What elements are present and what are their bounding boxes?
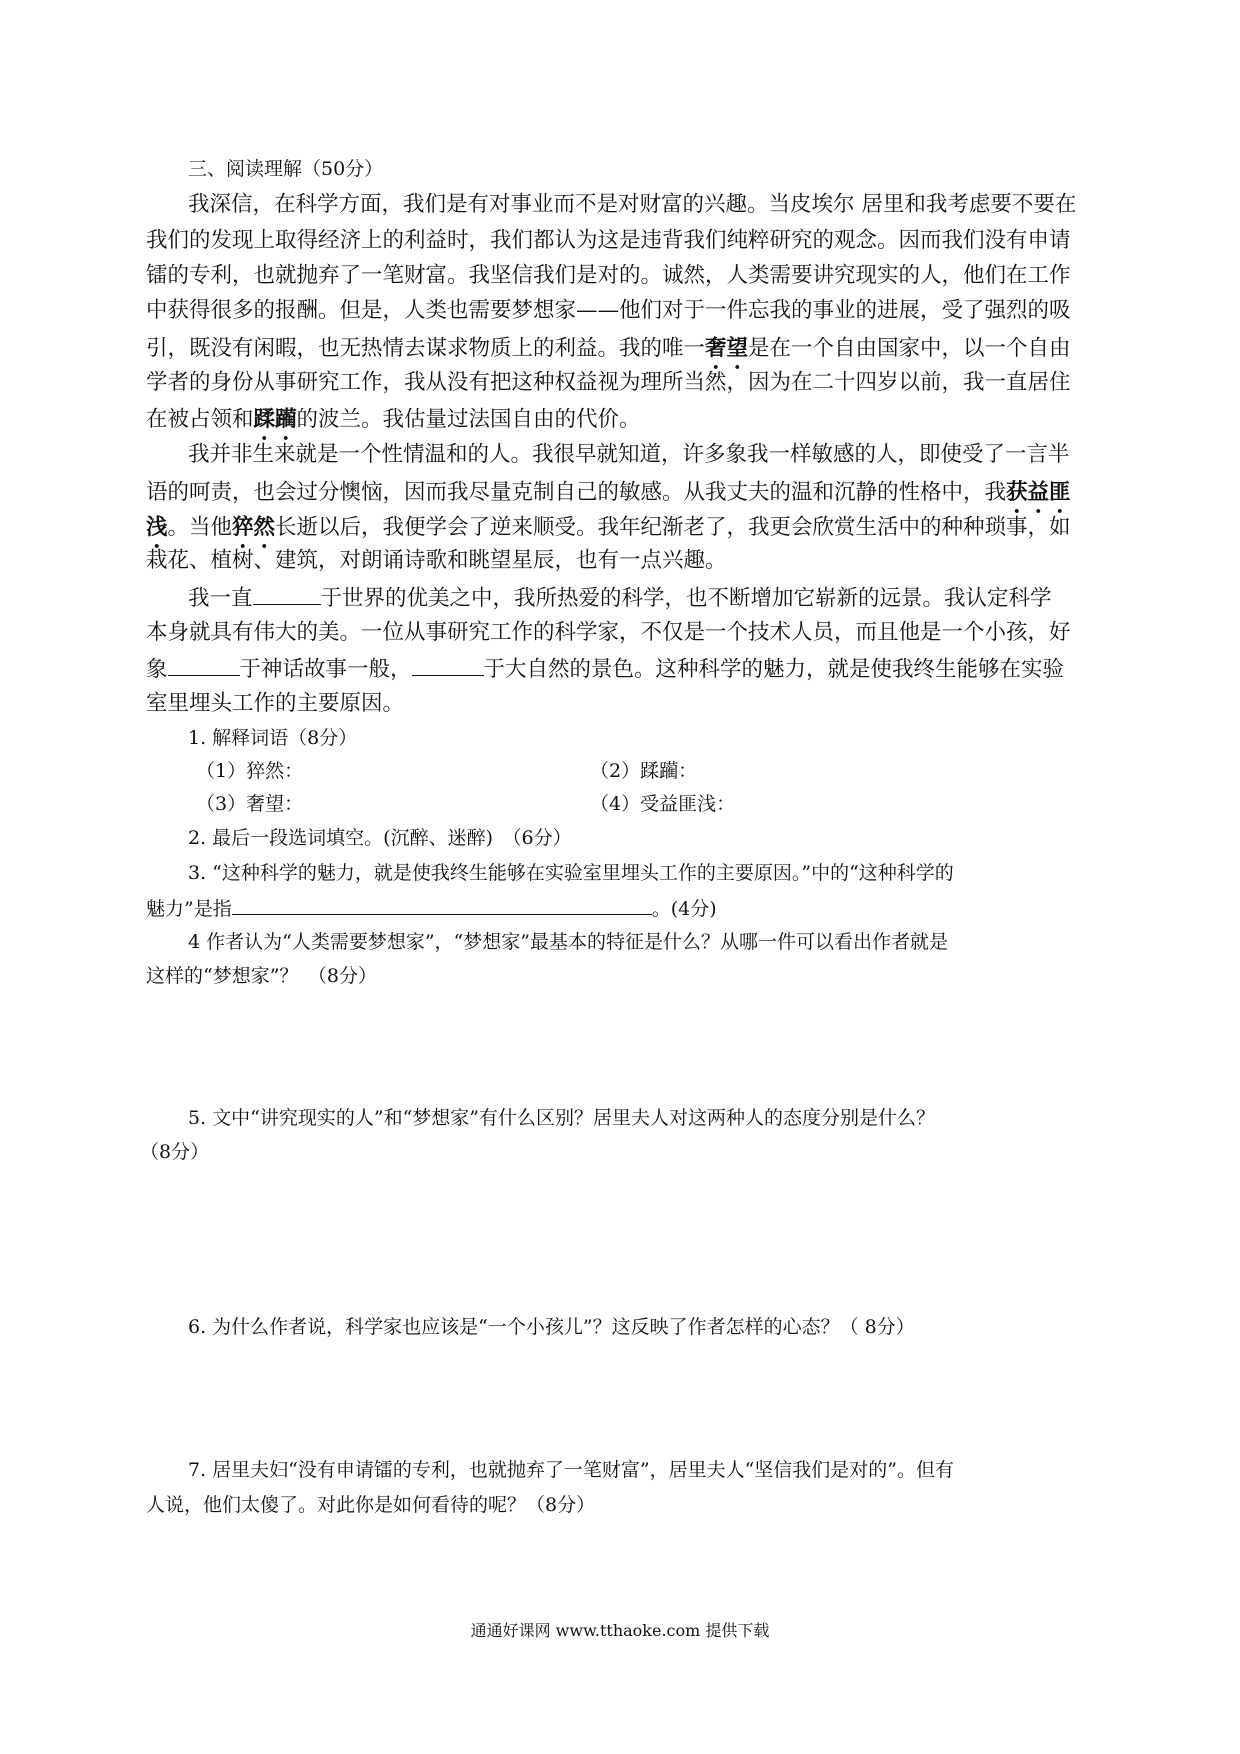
question-5: 5. 文中“讲究现实的人”和“梦想家”有什么区别？居里夫人对这两种人的态度分别是什么？ [188, 1107, 936, 1129]
question-1: 1. 解释词语（8分） [188, 727, 358, 749]
marked-word: 猝然 [232, 515, 276, 540]
passage-text: 在被占领和 [146, 407, 254, 432]
question-3-cont [146, 898, 717, 919]
question-7: 7. 居里夫妇“没有申请镭的专利，也就抛弃了一笔财富”，居里夫人“坚信我们是对的”。但有 [188, 1459, 955, 1481]
q1-item: （4）受益匪浅： [590, 793, 736, 815]
passage-line [146, 407, 641, 445]
passage-text: 于神话故事一般， [239, 657, 412, 682]
passage-text: 我一直 [188, 586, 253, 611]
fill-blank[interactable] [253, 586, 321, 605]
question-6: 6. 为什么作者说，科学家也应该是“一个小孩儿”？这反映了作者怎样的心态？（ 8分） [188, 1316, 915, 1338]
marked-word: 获益匪 [1006, 480, 1071, 505]
marked-word: 蹂躏 [253, 407, 297, 432]
question-text: 魅力”是指 [146, 898, 232, 920]
passage-text: 于大自然的景色。这种科学的魅力，就是使我终生能够在实验 [483, 657, 1065, 682]
question-4: 4 作者认为“人类需要梦想家”，“梦想家”最基本的特征是什么？从哪一件可以看出作者就是 [188, 931, 948, 953]
passage-line [146, 336, 1071, 374]
passage-text: 。当他 [167, 515, 233, 540]
passage-line [146, 657, 1064, 681]
passage-text: 是在一个自由国家中，以一个自由 [748, 336, 1071, 361]
fill-blank[interactable] [412, 657, 484, 676]
passage-text: 引，既没有闲暇，也无热情去谋求物质上的利益。我的唯一 [146, 336, 706, 361]
q1-item: （2）蹂躏： [590, 760, 698, 782]
passage-line: 我并非生来就是一个性情温和的人。我很早就知道，许多象我一样敏感的人，即使受了一言半 [188, 442, 1070, 467]
passage-line: 我深信，在科学方面，我们是有对事业而不是对财富的兴趣。当皮埃尔 居里和我考虑要不要在 [188, 192, 1077, 217]
page-footer: 通通好课网 www.tthaoke.com 提供下载 [470, 1621, 770, 1640]
question-text: 。(4分) [651, 898, 717, 920]
fill-blank[interactable] [168, 657, 240, 676]
question-4-cont: 这样的“梦想家”？ （8分） [146, 965, 378, 987]
question-3: 3. “这种科学的魅力，就是使我终生能够在实验室里埋头工作的主要原因。”中的“这种科学的 [188, 862, 954, 884]
passage-line: 本身就具有伟大的美。一位从事研究工作的科学家，不仅是一个技术人员，而且他是一个小孩，好 [146, 620, 1071, 645]
passage-text: 长逝以后，我便学会了逆来顺受。我年纪渐老了，我更会欣赏生活中的种种琐事，如 [275, 515, 1071, 540]
section-heading: 三、阅读理解（50分） [188, 158, 384, 180]
passage-line: 栽花、植树、建筑，对朗诵诗歌和眺望星辰，也有一点兴趣。 [146, 548, 727, 573]
passage-line: 学者的身份从事研究工作，我从没有把这种权益视为理所当然，因为在二十四岁以前，我一直居住 [146, 370, 1071, 395]
passage-line: 室里埋头工作的主要原因。 [146, 691, 405, 716]
q1-item: （1）猝然： [196, 760, 304, 782]
passage-line: 我们的发现上取得经济上的利益时，我们都认为这是违背我们纯粹研究的观念。因而我们没有申请 [146, 228, 1071, 253]
passage-line: 镭的专利，也就抛弃了一笔财富。我坚信我们是对的。诚然，人类需要讲究现实的人，他们在工作 [146, 263, 1071, 288]
question-7-cont: 人说，他们太傻了。对此你是如何看待的呢？（8分） [146, 1494, 596, 1516]
question-2: 2. 最后一段选词填空。(沉醉、迷醉) （6分） [188, 827, 572, 849]
passage-text: 的波兰。我估量过法国自由的代价。 [296, 407, 641, 432]
passage-line: 中获得很多的报酬。但是，人类也需要梦想家——他们对于一件忘我的事业的进展，受了强烈的吸 [146, 298, 1071, 323]
passage-text: 于世界的优美之中，我所热爱的科学，也不断增加它崭新的远景。我认定科学 [320, 586, 1052, 611]
marked-word: 浅 [146, 515, 168, 540]
question-5-cont: （8分） [140, 1141, 210, 1163]
passage-text: 语的呵责，也会过分懊恼，因而我尽量克制自己的敏感。从我丈夫的温和沉静的性格中，我 [146, 480, 1007, 505]
q1-item: （3）奢望： [196, 793, 304, 815]
passage-line [188, 586, 1052, 610]
passage-line [146, 480, 1071, 518]
passage-text: 象 [146, 657, 168, 682]
marked-word: 奢望 [705, 336, 749, 361]
answer-blank[interactable] [232, 898, 652, 915]
